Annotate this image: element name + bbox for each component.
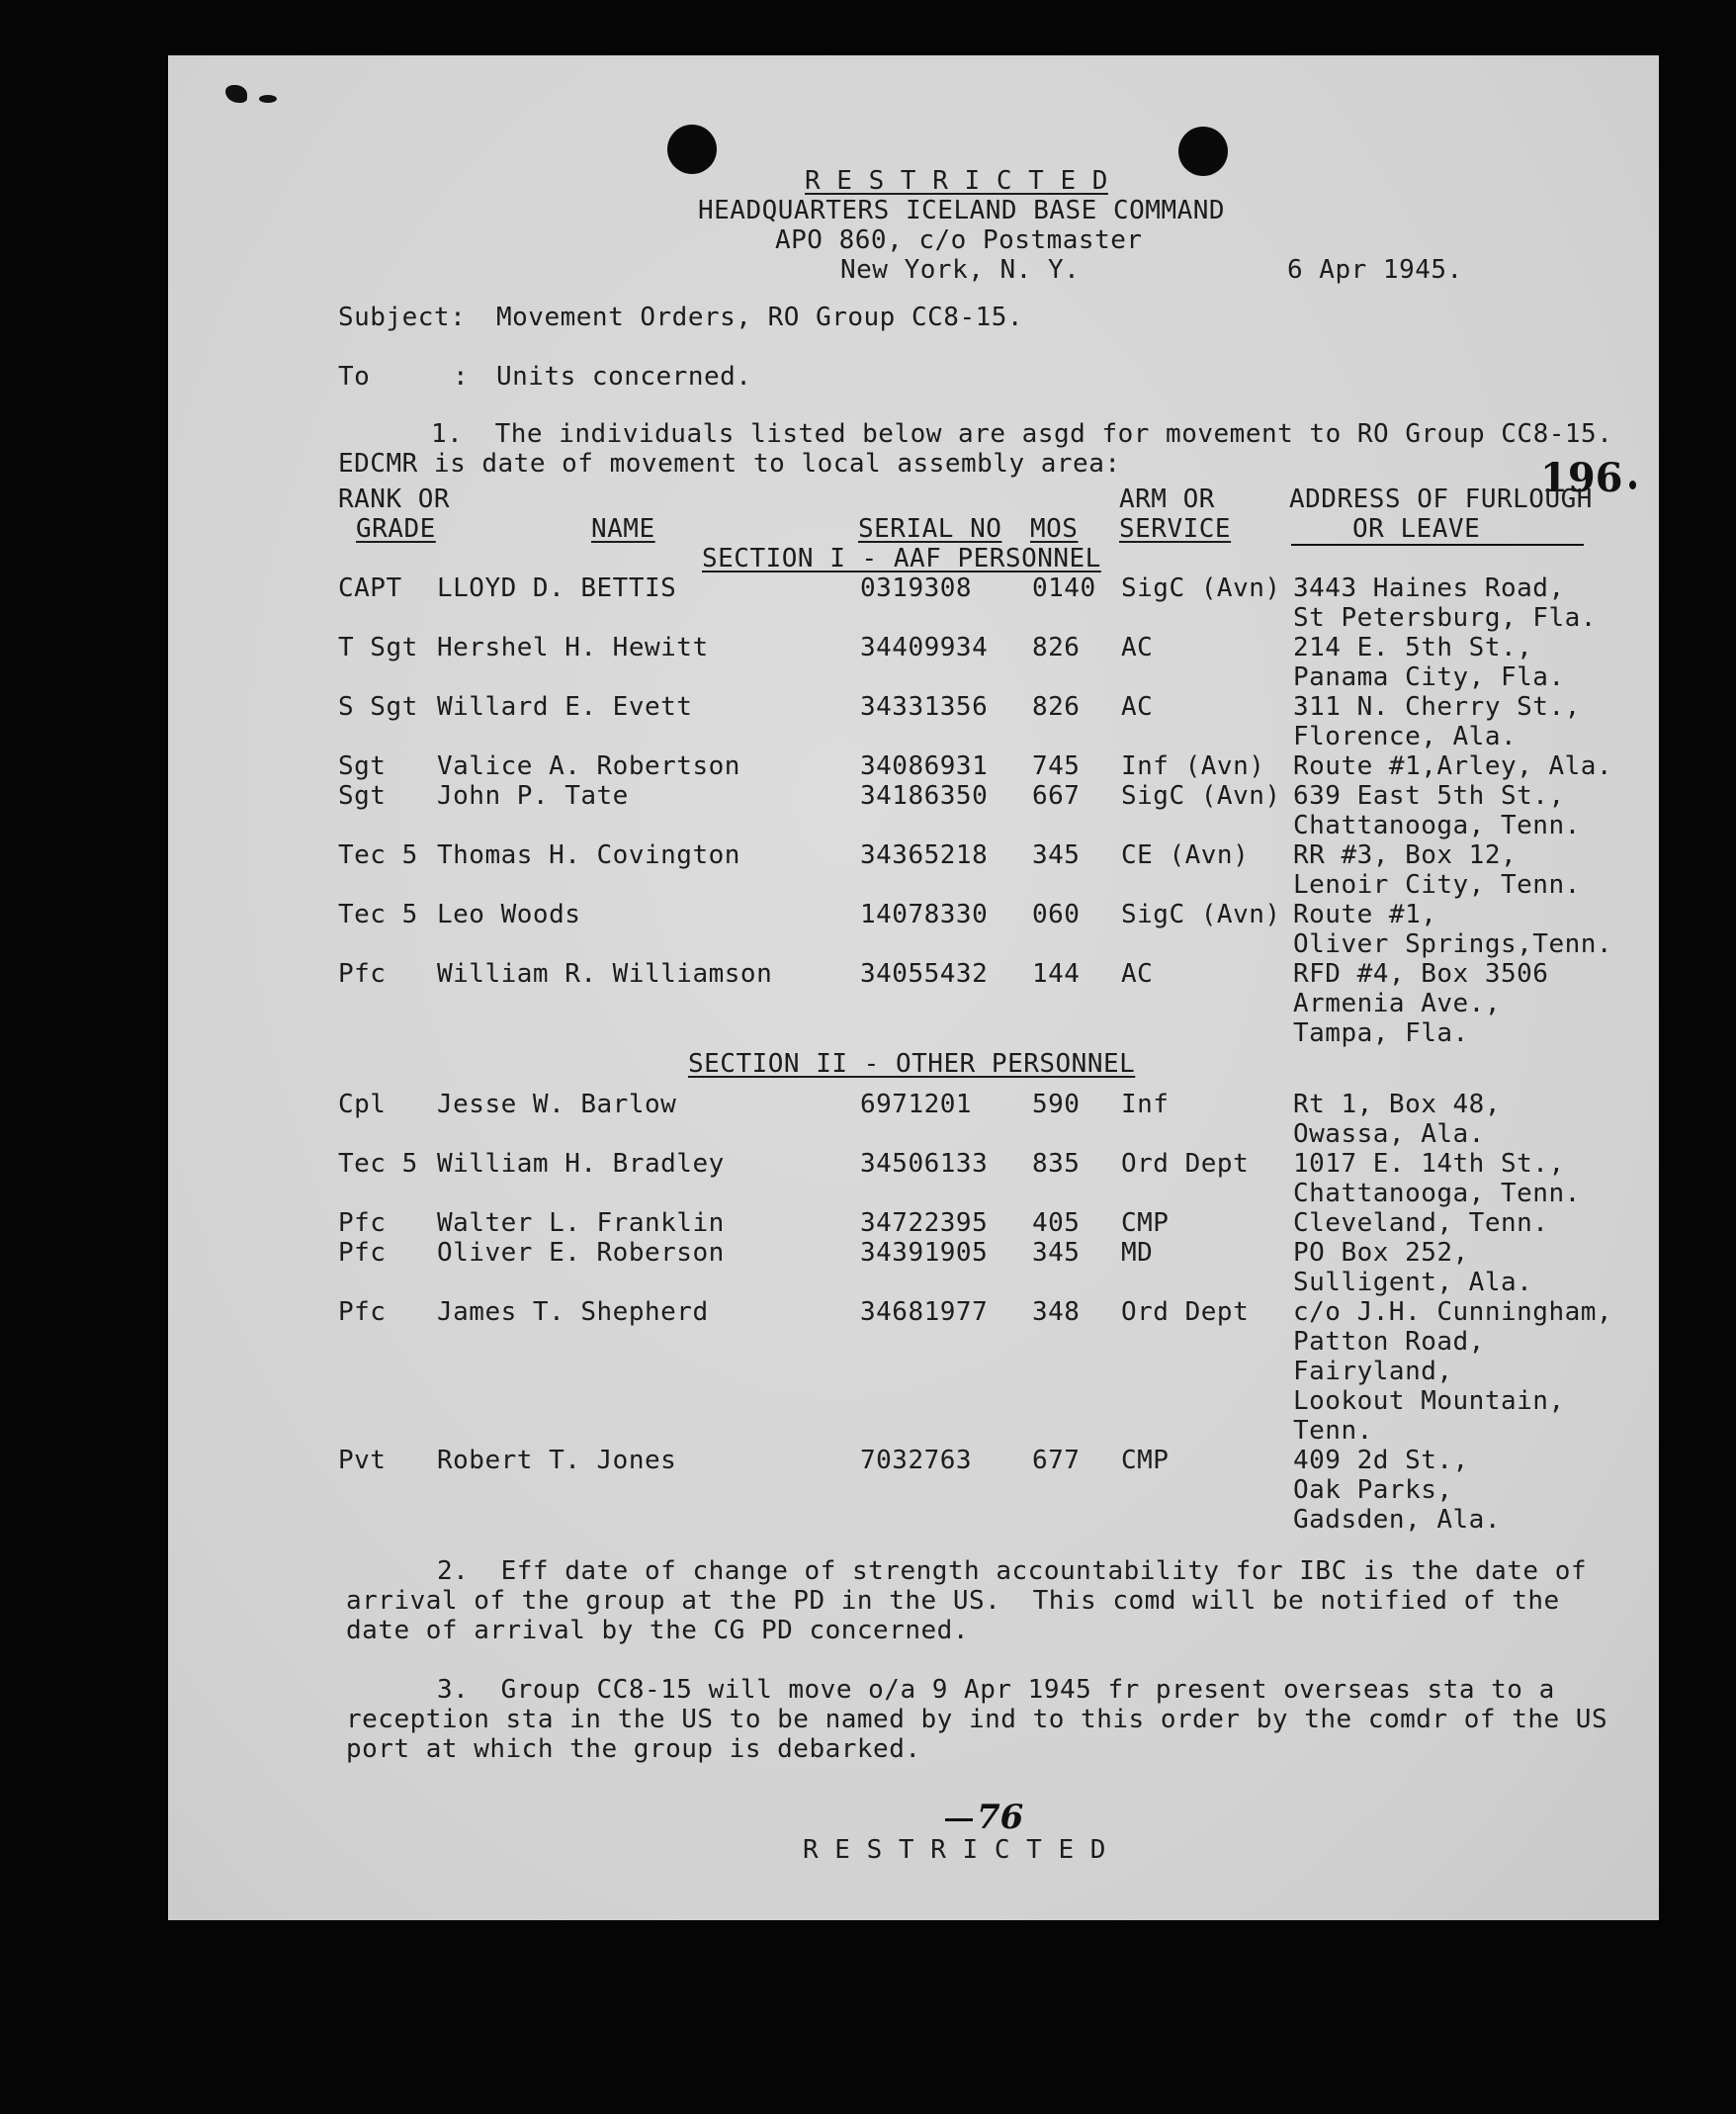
serial-cell: 7032763 (860, 1446, 973, 1475)
arm-cell: SigC (Avn) (1121, 900, 1281, 929)
section-1-title: SECTION I - AAF PERSONNEL (702, 544, 1101, 573)
column-rank-top: RANK OR (338, 484, 451, 514)
restricted-heading-bottom: R E S T R I C T E D (803, 1835, 1106, 1865)
address-line: Gadsden, Ala. (1293, 1505, 1501, 1535)
punch-hole-left (667, 125, 717, 174)
name-cell: Robert T. Jones (437, 1446, 677, 1475)
serial-cell: 6971201 (860, 1090, 973, 1119)
headquarters-line: HEADQUARTERS ICELAND BASE COMMAND (698, 196, 1226, 225)
name-cell: Walter L. Franklin (437, 1208, 725, 1238)
address-line: Sulligent, Ala. (1293, 1268, 1533, 1297)
address-line: Rt 1, Box 48, (1293, 1090, 1501, 1119)
address-line: Chattanooga, Tenn. (1293, 811, 1581, 840)
rank-cell: Pfc (338, 1208, 387, 1238)
address-line: Route #1, (1293, 900, 1437, 929)
arm-cell: Inf (1121, 1090, 1170, 1119)
apo-line: APO 860, c/o Postmaster (775, 225, 1143, 255)
serial-cell: 0319308 (860, 573, 973, 603)
mos-cell: 405 (1032, 1208, 1081, 1238)
rank-cell: Pfc (338, 1297, 387, 1327)
arm-cell: AC (1121, 959, 1154, 989)
subject-text: Movement Orders, RO Group CC8-15. (496, 303, 1024, 332)
mos-cell: 835 (1032, 1149, 1081, 1179)
mos-cell: 060 (1032, 900, 1081, 929)
address-line: Armenia Ave., (1293, 989, 1501, 1018)
address-line: Oliver Springs,Tenn. (1293, 929, 1613, 959)
paragraph-3-line-1: 3. Group CC8-15 will move o/a 9 Apr 1945 fr present overseas sta to a (437, 1675, 1555, 1705)
rank-cell: Tec 5 (338, 840, 418, 870)
column-address-bottom: OR LEAVE (1352, 514, 1481, 544)
paragraph-2-line-1: 2. Eff date of change of strength accountability for IBC is the date of (437, 1556, 1588, 1586)
punch-hole-right (1178, 127, 1228, 176)
address-line: Oak Parks, (1293, 1475, 1453, 1505)
serial-cell: 34086931 (860, 751, 989, 781)
address-line: Lenoir City, Tenn. (1293, 870, 1581, 900)
mos-cell: 345 (1032, 1238, 1081, 1268)
arm-cell: AC (1121, 633, 1154, 662)
arm-cell: Inf (Avn) (1121, 751, 1265, 781)
address-line: 1017 E. 14th St., (1293, 1149, 1565, 1179)
handwritten-number: 76 (977, 1798, 1024, 1837)
mos-cell: 667 (1032, 781, 1081, 811)
arm-cell: SigC (Avn) (1121, 573, 1281, 603)
rank-cell: T Sgt (338, 633, 418, 662)
address-line: Lookout Mountain, (1293, 1386, 1565, 1416)
column-arm-bottom: SERVICE (1119, 514, 1232, 544)
address-line: 409 2d St., (1293, 1446, 1469, 1475)
ink-mark (259, 95, 277, 103)
name-cell: Leo Woods (437, 900, 581, 929)
name-cell: Valice A. Robertson (437, 751, 740, 781)
paragraph-2-line-2: arrival of the group at the PD in the US. This comd will be notified of the (346, 1586, 1560, 1616)
name-cell: William R. Williamson (437, 959, 773, 989)
section-2-title: SECTION II - OTHER PERSONNEL (688, 1049, 1136, 1079)
address-line: Florence, Ala. (1293, 722, 1518, 751)
serial-cell: 34186350 (860, 781, 989, 811)
paragraph-2-line-3: date of arrival by the CG PD concerned. (346, 1616, 969, 1645)
rank-cell: Sgt (338, 751, 387, 781)
serial-cell: 34365218 (860, 840, 989, 870)
arm-cell: CMP (1121, 1446, 1170, 1475)
ink-mark (225, 85, 247, 103)
column-mos: MOS (1030, 514, 1079, 544)
to-text: Units concerned. (496, 362, 752, 392)
serial-cell: 34681977 (860, 1297, 989, 1327)
mos-cell: 144 (1032, 959, 1081, 989)
address-line: c/o J.H. Cunningham, (1293, 1297, 1613, 1327)
serial-cell: 34391905 (860, 1238, 989, 1268)
address-line: PO Box 252, (1293, 1238, 1469, 1268)
rank-cell: Tec 5 (338, 1149, 418, 1179)
address-line: 214 E. 5th St., (1293, 633, 1533, 662)
address-line: 3443 Haines Road, (1293, 573, 1565, 603)
document-page (168, 55, 1659, 1920)
serial-cell: 34409934 (860, 633, 989, 662)
arm-cell: SigC (Avn) (1121, 781, 1281, 811)
to-label: To (338, 362, 371, 392)
arm-cell: AC (1121, 692, 1154, 722)
city-line: New York, N. Y. (840, 255, 1081, 285)
paragraph-1-line-2: EDCMR is date of movement to local assembly area: (338, 449, 1121, 479)
address-line: RFD #4, Box 3506 (1293, 959, 1549, 989)
paragraph-1-line-1: 1. The individuals listed below are asgd for movement to RO Group CC8-15. (431, 419, 1613, 449)
column-serial: SERIAL NO (858, 514, 1002, 544)
ink-mark (1629, 481, 1636, 489)
address-line: Panama City, Fla. (1293, 662, 1565, 692)
name-cell: John P. Tate (437, 781, 629, 811)
mos-cell: 590 (1032, 1090, 1081, 1119)
mos-cell: 826 (1032, 692, 1081, 722)
handwritten-strike (945, 1818, 973, 1821)
name-cell: William H. Bradley (437, 1149, 725, 1179)
arm-cell: MD (1121, 1238, 1154, 1268)
address-line: Cleveland, Tenn. (1293, 1208, 1549, 1238)
name-cell: James T. Shepherd (437, 1297, 709, 1327)
address-line: Route #1,Arley, Ala. (1293, 751, 1613, 781)
order-date: 6 Apr 1945. (1287, 255, 1463, 285)
address-line: RR #3, Box 12, (1293, 840, 1518, 870)
name-cell: Willard E. Evett (437, 692, 693, 722)
mos-cell: 677 (1032, 1446, 1081, 1475)
name-cell: Hershel H. Hewitt (437, 633, 709, 662)
name-cell: Jesse W. Barlow (437, 1090, 677, 1119)
rank-cell: Cpl (338, 1090, 387, 1119)
address-header-rule (1291, 544, 1584, 546)
handwritten-annotation (945, 1798, 1023, 1837)
address-line: Fairyland, (1293, 1357, 1453, 1386)
column-address-top: ADDRESS OF FURLOUGH (1289, 484, 1593, 514)
mos-cell: 345 (1032, 840, 1081, 870)
rank-cell: Pvt (338, 1446, 387, 1475)
column-rank-bottom: GRADE (356, 514, 436, 544)
mos-cell: 826 (1032, 633, 1081, 662)
column-arm-top: ARM OR (1119, 484, 1215, 514)
serial-cell: 34331356 (860, 692, 989, 722)
name-cell: LLOYD D. BETTIS (437, 573, 677, 603)
column-name: NAME (591, 514, 655, 544)
address-line: 311 N. Cherry St., (1293, 692, 1581, 722)
mos-cell: 745 (1032, 751, 1081, 781)
arm-cell: Ord Dept (1121, 1149, 1250, 1179)
arm-cell: CMP (1121, 1208, 1170, 1238)
serial-cell: 14078330 (860, 900, 989, 929)
address-line: Owassa, Ala. (1293, 1119, 1485, 1149)
serial-cell: 34055432 (860, 959, 989, 989)
name-cell: Oliver E. Roberson (437, 1238, 725, 1268)
restricted-heading-top: R E S T R I C T E D (805, 166, 1108, 196)
paragraph-3-line-2: reception sta in the US to be named by ind to this order by the comdr of the US (346, 1705, 1608, 1734)
rank-cell: Sgt (338, 781, 387, 811)
rank-cell: Pfc (338, 1238, 387, 1268)
paragraph-3-line-3: port at which the group is debarked. (346, 1734, 921, 1764)
name-cell: Thomas H. Covington (437, 840, 740, 870)
serial-cell: 34722395 (860, 1208, 989, 1238)
rank-cell: S Sgt (338, 692, 418, 722)
handwritten-page-number: 196 (1540, 455, 1623, 501)
mos-cell: 0140 (1032, 573, 1096, 603)
address-line: Chattanooga, Tenn. (1293, 1179, 1581, 1208)
address-line: Tampa, Fla. (1293, 1018, 1469, 1048)
to-separator: : (453, 362, 470, 392)
rank-cell: Tec 5 (338, 900, 418, 929)
rank-cell: Pfc (338, 959, 387, 989)
serial-cell: 34506133 (860, 1149, 989, 1179)
address-line: Patton Road, (1293, 1327, 1485, 1357)
mos-cell: 348 (1032, 1297, 1081, 1327)
address-line: Tenn. (1293, 1416, 1373, 1446)
rank-cell: CAPT (338, 573, 402, 603)
subject-label: Subject: (338, 303, 467, 332)
arm-cell: CE (Avn) (1121, 840, 1250, 870)
arm-cell: Ord Dept (1121, 1297, 1250, 1327)
address-line: St Petersburg, Fla. (1293, 603, 1597, 633)
address-line: 639 East 5th St., (1293, 781, 1565, 811)
